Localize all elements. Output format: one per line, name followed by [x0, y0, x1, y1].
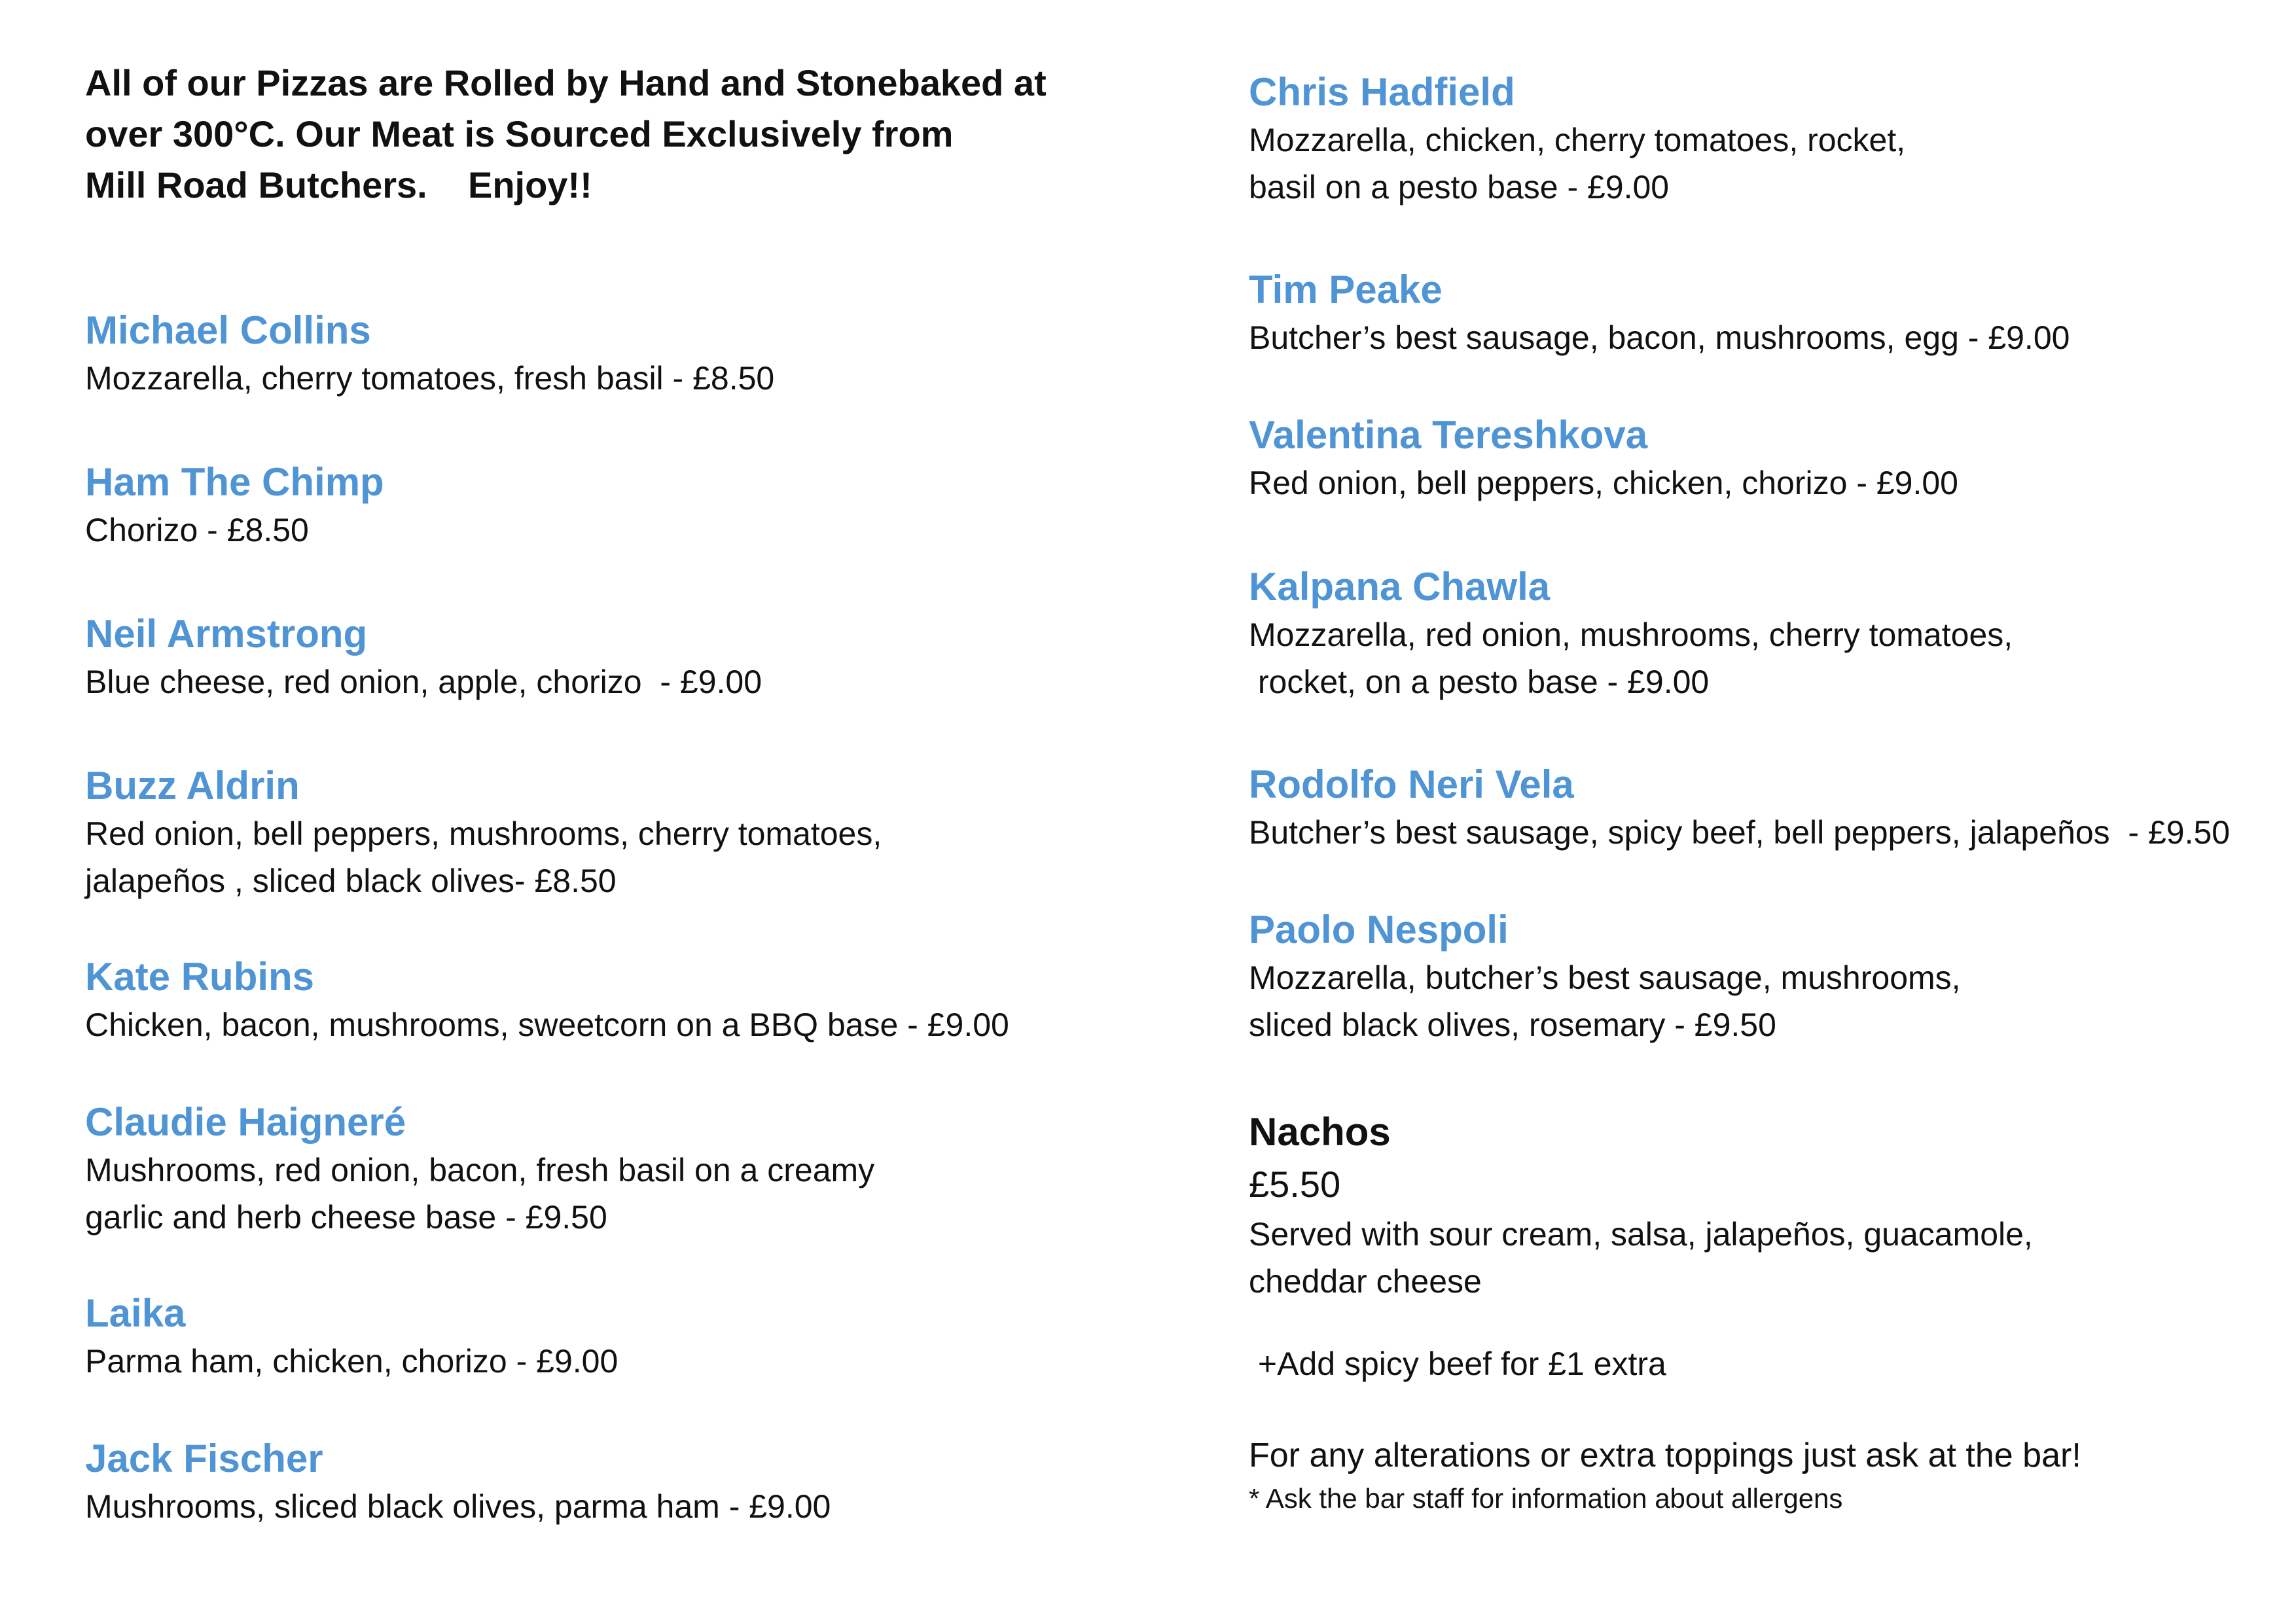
- pizza-description: basil on a pesto base - £9.00: [1249, 169, 1670, 205]
- nachos-title: Nachos: [1249, 1110, 1391, 1154]
- nachos-price: £5.50: [1249, 1164, 1341, 1205]
- menu-item-michael-collins: [85, 306, 774, 402]
- pizza-name: Valentina Tereshkova: [1249, 413, 1648, 457]
- pizza-description: Butcher’s best sausage, bacon, mushrooms, egg - £9.00: [1249, 319, 2070, 356]
- pizza-name: Kate Rubins: [85, 955, 315, 999]
- nachos-description: cheddar cheese: [1249, 1263, 1482, 1300]
- pizza-name: Claudie Haigneré: [85, 1100, 406, 1144]
- pizza-description: Blue cheese, red onion, apple, chorizo - £9.00: [85, 664, 762, 700]
- pizza-description: Butcher’s best sausage, spicy beef, bell peppers, jalapeños - £9.50: [1249, 814, 2231, 851]
- menu-item-buzz-aldrin: [85, 762, 882, 904]
- intro-text: [85, 58, 1119, 211]
- nachos-section: [1249, 1106, 2033, 1305]
- menu-item-rodolfo-neri-vela: [1249, 760, 2230, 856]
- pizza-description: Red onion, bell peppers, mushrooms, cherry tomatoes,: [85, 815, 882, 852]
- intro-line: All of our Pizzas are Rolled by Hand and Stonebaked at: [85, 62, 1047, 103]
- pizza-description: Chicken, bacon, mushrooms, sweetcorn on a BBQ base - £9.00: [85, 1007, 1009, 1043]
- menu-item-laika: [85, 1289, 618, 1385]
- menu-item-ham-the-chimp: [85, 458, 384, 554]
- allergen-note: * Ask the bar staff for information about allergens: [1249, 1483, 1843, 1514]
- nachos-description: Served with sour cream, salsa, jalapeños, guacamole,: [1249, 1216, 2033, 1253]
- pizza-description: Mozzarella, chicken, cherry tomatoes, rocket,: [1249, 122, 1906, 158]
- pizza-description: Parma ham, chicken, chorizo - £9.00: [85, 1343, 619, 1380]
- pizza-description: garlic and herb cheese base - £9.50: [85, 1199, 607, 1236]
- pizza-description: rocket, on a pesto base - £9.00: [1249, 664, 1710, 700]
- menu-item-paolo-nespoli: [1249, 906, 1961, 1048]
- pizza-description: jalapeños , sliced black olives- £8.50: [85, 863, 617, 899]
- menu-item-neil-armstrong: [85, 610, 762, 705]
- pizza-description: Mushrooms, red onion, bacon, fresh basil on a creamy: [85, 1152, 875, 1188]
- pizza-name: Tim Peake: [1249, 268, 1443, 312]
- pizza-name: Ham The Chimp: [85, 460, 384, 504]
- menu-item-kate-rubins: [85, 953, 1009, 1048]
- pizza-name: Laika: [85, 1291, 186, 1335]
- menu-item-chris-hadfield: [1249, 68, 1905, 211]
- menu-item-claudie-haignere: [85, 1098, 874, 1241]
- pizza-description: Mozzarella, butcher’s best sausage, mushrooms,: [1249, 959, 1961, 996]
- menu-item-tim-peake: [1249, 266, 2070, 361]
- pizza-description: Red onion, bell peppers, chicken, chorizo - £9.00: [1249, 465, 1958, 501]
- alterations-note: For any alterations or extra toppings just ask at the bar!: [1249, 1436, 2081, 1474]
- pizza-name: Chris Hadfield: [1249, 70, 1515, 114]
- nachos-extra: +Add spicy beef for £1 extra: [1249, 1346, 1666, 1382]
- menu-item-valentina-tereshkova: [1249, 411, 1958, 507]
- pizza-description: Mozzarella, red onion, mushrooms, cherry tomatoes,: [1249, 616, 2013, 653]
- pizza-description: sliced black olives, rosemary - £9.50: [1249, 1007, 1776, 1043]
- pizza-description: Mozzarella, cherry tomatoes, fresh basil - £8.50: [85, 360, 775, 397]
- menu-item-jack-fischer: [85, 1435, 831, 1530]
- pizza-name: Kalpana Chawla: [1249, 565, 1551, 609]
- pizza-name: Paolo Nespoli: [1249, 908, 1509, 952]
- intro-line: over 300°C. Our Meat is Sourced Exclusively from: [85, 113, 954, 154]
- pizza-description: Chorizo - £8.50: [85, 512, 309, 548]
- menu-item-kalpana-chawla: [1249, 563, 2013, 705]
- pizza-description: Mushrooms, sliced black olives, parma ham - £9.00: [85, 1488, 831, 1525]
- pizza-name: Jack Fischer: [85, 1436, 323, 1480]
- pizza-name: Neil Armstrong: [85, 612, 368, 656]
- pizza-name: Rodolfo Neri Vela: [1249, 762, 1574, 806]
- intro-line: Mill Road Butchers. Enjoy!!: [85, 164, 592, 205]
- pizza-name: Michael Collins: [85, 308, 371, 352]
- pizza-name: Buzz Aldrin: [85, 764, 300, 808]
